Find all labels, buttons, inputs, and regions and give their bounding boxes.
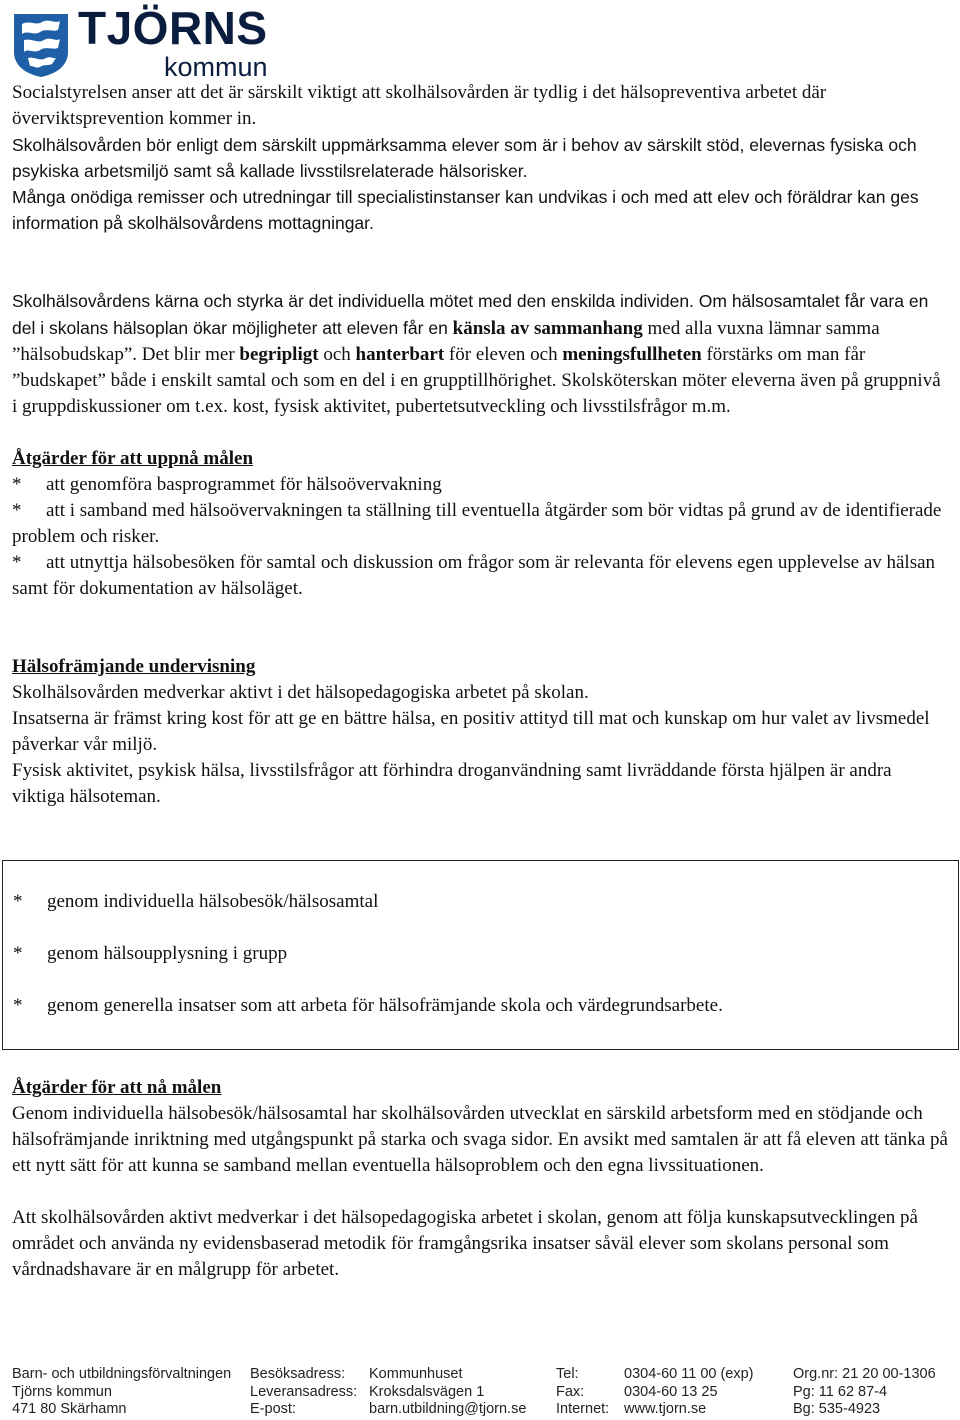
karna-paragraph (12, 288, 948, 420)
footer-text: 471 80 Skärhamn (12, 1401, 127, 1417)
bullet-mark: * (12, 474, 22, 495)
footer-column-organisation (12, 1366, 231, 1419)
karna-text-2: med alla vuxna lämnar samma ”hälsobudskap”. Det blir mer (12, 318, 880, 365)
footer-text: Tjörns kommun (12, 1383, 112, 1400)
footer-text: E-post: (250, 1401, 296, 1417)
list-item (12, 498, 948, 550)
box-item-text: genom individuella hälsobesök/hälsosamtal (47, 891, 379, 912)
bullet-mark: * (12, 500, 22, 521)
footer-text: Kroksdalsvägen 1 (369, 1383, 485, 1400)
document-body (12, 80, 948, 810)
footer-column-address-values (369, 1366, 526, 1419)
intro-paragraph-3: Många onödiga remisser och utredningar till specialistinstanser kan undvikas i och med att elev och föräldrar kan ges information på skolhälsovårdens mottagningar. (12, 187, 919, 233)
karna-bold-1: känsla av sammanhang (452, 318, 643, 339)
bullet-mark: * (13, 891, 23, 912)
karna-bold-4: meningsfullheten (562, 344, 702, 365)
bullet-mark: * (13, 995, 23, 1016)
karna-bold-2: begripligt (239, 344, 319, 365)
municipal-emblem-icon (12, 12, 70, 78)
box-item-text: genom hälsoupplysning i grupp (47, 943, 288, 964)
footer-text: Fax: (556, 1383, 585, 1400)
list-item-text: att utnyttja hälsobesöken för samtal och diskussion om frågor som är relevanta för elevens egen upplevelse av hälsan samt för dokumentation av hälsoläget. (12, 552, 936, 599)
footer-text: Bg: 535-4923 (793, 1401, 881, 1417)
box-item-text: genom generella insatser som att arbeta för hälsofrämjande skola och värdegrundsarbete. (47, 995, 723, 1016)
atgarder-na-paragraph-1: Genom individuella hälsobesök/hälsosamtal har skolhälsovården utvecklat en särskild arbetsform med en stödjande och hälsofrämjande inriktning med utgångspunkt på starka och svaga sidor. En avsikt med samtalen är att få eleven att tänka på ett nytt sätt för att kunna se samband mellan eventuella hälsoproblem och den egna livssituationen. (12, 1103, 948, 1176)
list-item (12, 550, 948, 602)
atgarder-na-paragraph-2: Att skolhälsovården aktivt medverkar i det hälsopedagogiska arbetet i skolan, genom att följa kunskapsutvecklingen på området och använda ny evidensbaserad metodik för framgångsrika insatser såväl elever som skolans personal som vårdnadshavare är en målgrupp för arbetet. (12, 1207, 918, 1280)
footer-column-contact-values (624, 1366, 754, 1419)
footer-column-contact-labels (556, 1366, 609, 1419)
footer-text: www.tjorn.se (624, 1401, 707, 1417)
footer-text: Org.nr: 21 20 00-1306 (793, 1366, 936, 1382)
bullet-mark: * (13, 943, 23, 964)
list-item (12, 472, 948, 498)
halsoframjande-heading: Hälsofrämjande undervisning (12, 656, 256, 677)
footer-text: Besöksadress: (250, 1366, 346, 1382)
box-item (13, 993, 723, 1019)
footer-text: Barn- och utbildningsförvaltningen (12, 1366, 232, 1382)
atgarder-na-heading: Åtgärder för att nå målen (12, 1077, 222, 1098)
tjorns-kommun-logo (12, 2, 282, 82)
list-item-text: att genomföra basprogrammet för hälsoövervakning (46, 474, 442, 495)
karna-text-1: Skolhälsovårdens kärna och styrka är det individuella mötet med den enskilda individen. Om hälsosamtalet får vara en del i skolans hälsoplan ökar möjligheter att eleven får en (12, 291, 929, 338)
karna-text-4: för eleven och (444, 344, 563, 365)
intro-paragraph-1: Socialstyrelsen anser att det är särskilt viktigt att skolhälsovården är tydlig i det hälsopreventiva arbetet där överviktsprevention kommer in. (12, 82, 827, 129)
document-body-lower (12, 1075, 948, 1283)
footer-text: Pg: 11 62 87-4 (793, 1383, 888, 1400)
footer-text: barn.utbildning@tjorn.se (369, 1401, 527, 1417)
intro-paragraph-2: Skolhälsovården bör enligt dem särskilt uppmärksamma elever som är i behov av särskilt stöd, elevernas fysiska och psykiska arbetsmiljö samt så kallade livsstilsrelaterade hälsorisker. (12, 135, 917, 181)
halsoframjande-paragraph-3: Fysisk aktivitet, psykisk hälsa, livsstilsfrågor att förhindra droganvändning samt livräddande första hjälpen är andra viktiga hälsoteman. (12, 760, 892, 807)
footer-text: Leveransadress: (250, 1383, 358, 1400)
karna-bold-3: hanterbart (355, 344, 445, 365)
box-item (13, 941, 287, 967)
page-footer (12, 1366, 952, 1420)
halsoframjande-paragraph-1: Skolhälsovården medverkar aktivt i det hälsopedagogiska arbetet på skolan. (12, 682, 589, 703)
footer-text: Tel: (556, 1366, 579, 1382)
footer-column-address-labels (250, 1366, 357, 1419)
footer-text: Internet: (556, 1401, 610, 1417)
insatser-box (2, 860, 959, 1050)
karna-text-3: och (318, 344, 356, 365)
footer-text: Kommunhuset (369, 1366, 463, 1382)
box-item (13, 889, 378, 915)
karna-text-5: förstärks om man får ”budskapet” både i enskilt samtal och som en del i en grupptillhörighet. Skolsköterskan möter eleverna även på gruppnivå i gruppdiskussioner om t.ex. kost, fysisk aktivitet, pubertetsutveckling och livsstilsfrågor m.m. (12, 344, 941, 417)
footer-column-account-numbers (793, 1366, 936, 1419)
list-item-text: att i samband med hälsoövervakningen ta ställning till eventuella åtgärder som bör vidtas på grund av de identifierade problem och risker. (12, 500, 942, 547)
footer-text: 0304-60 13 25 (624, 1383, 718, 1400)
bullet-mark: * (12, 552, 22, 573)
logo-subtitle: kommun (164, 52, 268, 82)
logo-name: TJÖRNS (78, 2, 268, 54)
footer-text: 0304-60 11 00 (exp) (624, 1366, 754, 1382)
halsoframjande-paragraph-2: Insatserna är främst kring kost för att ge en bättre hälsa, en positiv attityd till mat och kunskap om hur valet av livsmedel påverkar vår miljö. (12, 708, 930, 755)
atgarder-uppna-heading: Åtgärder för att uppnå målen (12, 448, 254, 469)
